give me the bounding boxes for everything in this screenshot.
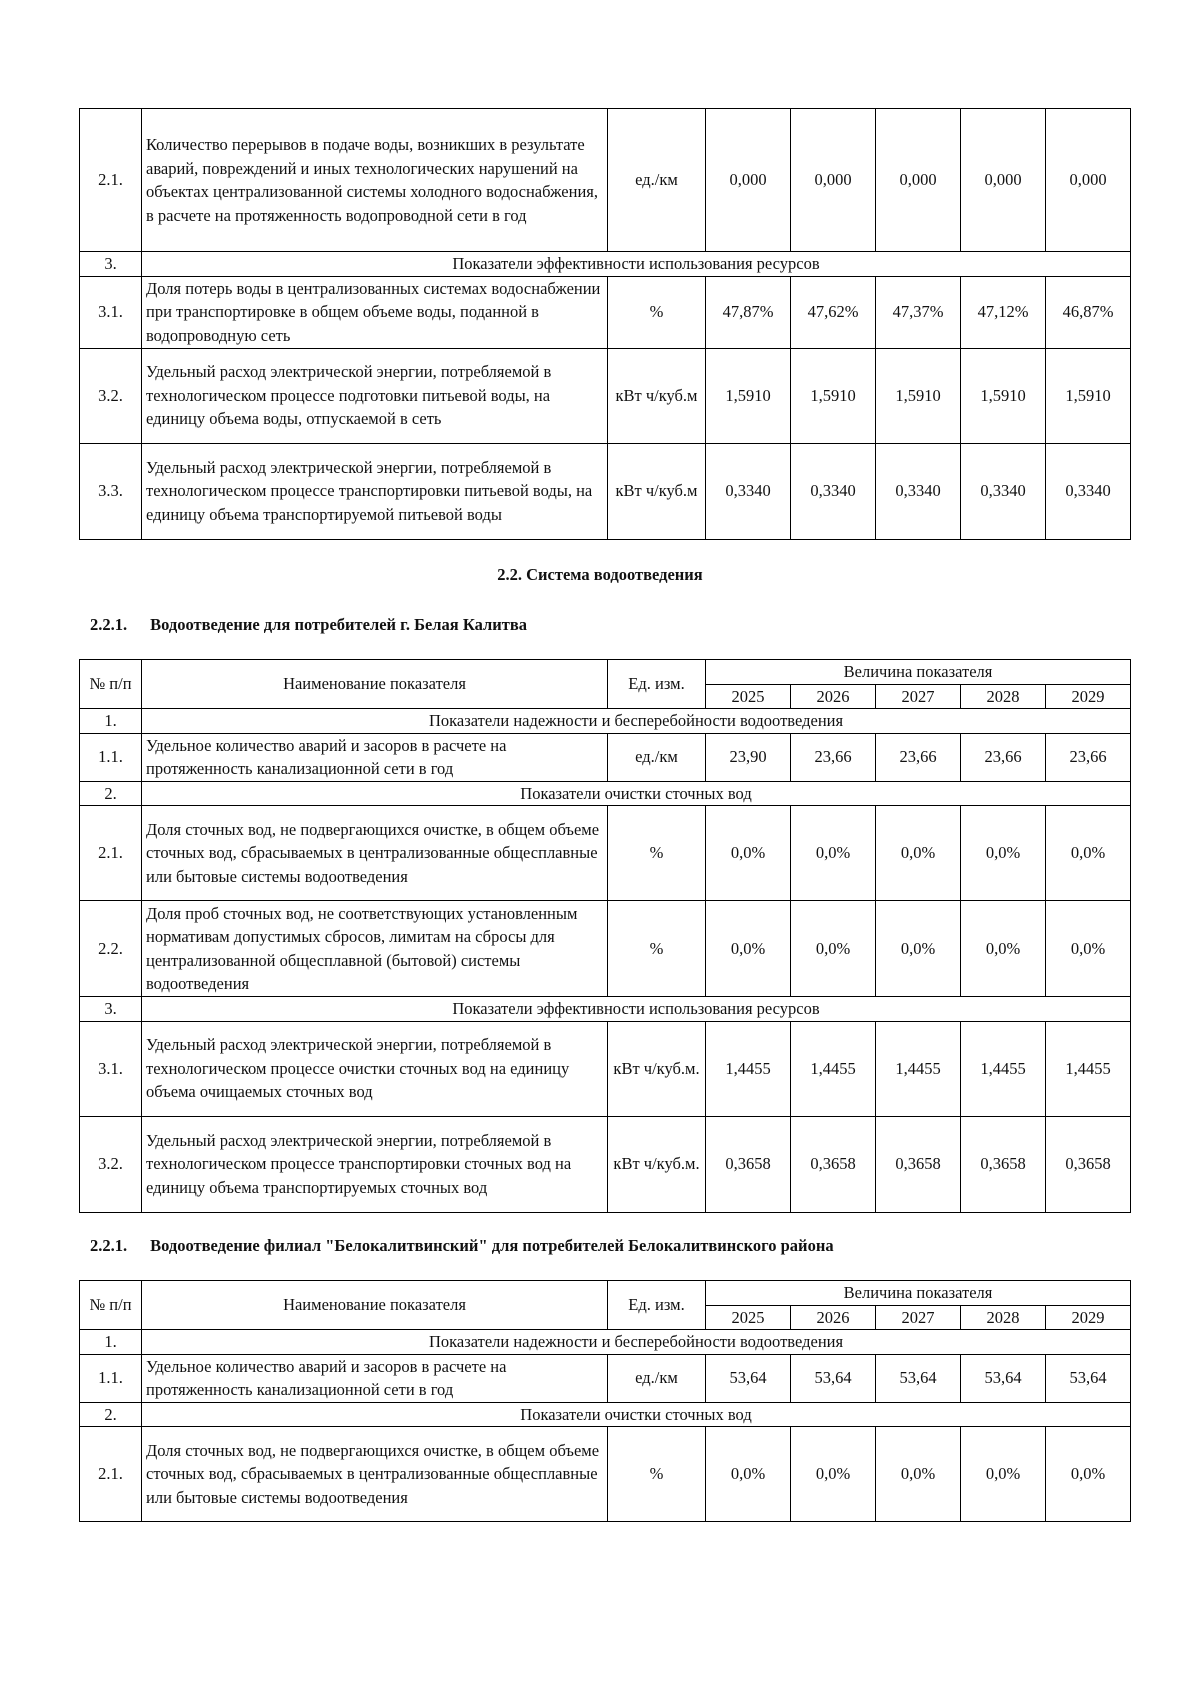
value-2028: 1,5910 <box>961 348 1046 443</box>
section-title: Показатели очистки сточных вод <box>142 781 1131 806</box>
value-2026: 47,62% <box>791 276 876 348</box>
header-year: 2026 <box>791 684 876 709</box>
value-2028: 47,12% <box>961 276 1046 348</box>
unit-cell: % <box>608 276 706 348</box>
header-year: 2026 <box>791 1305 876 1330</box>
value-2029: 1,4455 <box>1046 1021 1131 1116</box>
indicator-name: Доля сточных вод, не подвергающихся очистке, в общем объеме сточных вод, сбрасываемых в централизованные общесплавные или бытовые системы водоотведения <box>142 806 608 901</box>
indicator-name: Доля потерь воды в централизованных системах водоснабжении при транспортировке в общем объеме воды, поданной в водопроводную сеть <box>142 276 608 348</box>
value-2027: 47,37% <box>876 276 961 348</box>
value-2029: 0,3340 <box>1046 443 1131 539</box>
value-2029: 0,3658 <box>1046 1116 1131 1212</box>
table-row <box>80 1427 1131 1522</box>
table-row <box>80 348 1131 443</box>
indicator-name: Удельное количество аварий и засоров в расчете на протяженность канализационной сети в год <box>142 1354 608 1402</box>
indicator-name: Доля проб сточных вод, не соответствующих установленным нормативам допустимых сбросов, лимитам на сбросы для централизованной общесплавной (бытовой) системы водоотведения <box>142 901 608 997</box>
subsection-heading <box>90 1235 834 1257</box>
row-number: 1. <box>80 709 142 734</box>
row-number: 3. <box>80 997 142 1022</box>
value-2026: 53,64 <box>791 1354 876 1402</box>
value-2028: 0,000 <box>961 109 1046 252</box>
table-row <box>80 443 1131 539</box>
value-2025: 0,0% <box>706 901 791 997</box>
value-2025: 1,4455 <box>706 1021 791 1116</box>
section-row <box>80 709 1131 734</box>
table-row <box>80 1116 1131 1212</box>
row-number: 2.1. <box>80 1427 142 1522</box>
row-number: 2. <box>80 1402 142 1427</box>
table-row <box>80 109 1131 252</box>
header-number: № п/п <box>80 660 142 709</box>
row-number: 2.1. <box>80 806 142 901</box>
section-row <box>80 997 1131 1022</box>
value-2028: 53,64 <box>961 1354 1046 1402</box>
section-title: Показатели эффективности использования ресурсов <box>142 997 1131 1022</box>
value-2026: 0,000 <box>791 109 876 252</box>
value-2028: 0,3340 <box>961 443 1046 539</box>
wastewater-table-city <box>79 659 1131 1213</box>
row-number: 3.2. <box>80 1116 142 1212</box>
header-name: Наименование показателя <box>142 1281 608 1330</box>
value-2029: 0,0% <box>1046 901 1131 997</box>
value-2027: 0,0% <box>876 806 961 901</box>
table-row <box>80 733 1131 781</box>
value-2025: 0,3658 <box>706 1116 791 1212</box>
value-2026: 23,66 <box>791 733 876 781</box>
section-title: Показатели надежности и бесперебойности водоотведения <box>142 709 1131 734</box>
value-2029: 1,5910 <box>1046 348 1131 443</box>
unit-cell: % <box>608 1427 706 1522</box>
subsection-number: 2.2.1. <box>90 1236 128 1255</box>
section-title: Показатели очистки сточных вод <box>142 1402 1131 1427</box>
header-year: 2027 <box>876 1305 961 1330</box>
unit-cell: кВт ч/куб.м <box>608 443 706 539</box>
value-2025: 0,3340 <box>706 443 791 539</box>
section-title: Показатели эффективности использования ресурсов <box>142 252 1131 277</box>
table-row <box>80 806 1131 901</box>
value-2025: 47,87% <box>706 276 791 348</box>
value-2028: 0,0% <box>961 901 1046 997</box>
header-year: 2029 <box>1046 684 1131 709</box>
row-number: 3.1. <box>80 1021 142 1116</box>
indicator-name: Удельный расход электрической энергии, потребляемой в технологическом процессе транспортировки сточных вод на единицу объема транспортируемых сточных вод <box>142 1116 608 1212</box>
header-unit: Ед. изм. <box>608 660 706 709</box>
wastewater-table-district <box>79 1280 1131 1522</box>
unit-cell: кВт ч/куб.м. <box>608 1116 706 1212</box>
unit-cell: кВт ч/куб.м. <box>608 1021 706 1116</box>
section-row <box>80 781 1131 806</box>
value-2027: 1,5910 <box>876 348 961 443</box>
value-2026: 1,4455 <box>791 1021 876 1116</box>
table-row <box>80 1354 1131 1402</box>
value-2027: 0,3340 <box>876 443 961 539</box>
value-2029: 23,66 <box>1046 733 1131 781</box>
header-number: № п/п <box>80 1281 142 1330</box>
row-number: 1.1. <box>80 1354 142 1402</box>
value-2025: 23,90 <box>706 733 791 781</box>
header-year: 2027 <box>876 684 961 709</box>
section-row <box>80 252 1131 277</box>
value-2027: 53,64 <box>876 1354 961 1402</box>
indicator-name: Количество перерывов в подаче воды, возникших в результате аварий, повреждений и иных технологических нарушений на объектах централизованной системы холодного водоснабжения, в расчете на протяженность водопроводной сети в год <box>142 109 608 252</box>
value-2028: 23,66 <box>961 733 1046 781</box>
unit-cell: ед./км <box>608 1354 706 1402</box>
value-2029: 53,64 <box>1046 1354 1131 1402</box>
value-2027: 0,000 <box>876 109 961 252</box>
row-number: 2. <box>80 781 142 806</box>
value-2026: 0,0% <box>791 901 876 997</box>
indicator-name: Удельный расход электрической энергии, потребляемой в технологическом процессе подготовки питьевой воды, на единицу объема воды, отпускаемой в сеть <box>142 348 608 443</box>
value-2025: 0,0% <box>706 1427 791 1522</box>
value-2028: 0,0% <box>961 806 1046 901</box>
header-year: 2029 <box>1046 1305 1131 1330</box>
value-2027: 0,0% <box>876 901 961 997</box>
value-2027: 0,3658 <box>876 1116 961 1212</box>
value-2028: 0,3658 <box>961 1116 1046 1212</box>
header-unit: Ед. изм. <box>608 1281 706 1330</box>
value-2028: 0,0% <box>961 1427 1046 1522</box>
header-row <box>80 660 1131 685</box>
table-row <box>80 901 1131 997</box>
header-year: 2025 <box>706 1305 791 1330</box>
indicator-name: Доля сточных вод, не подвергающихся очистке, в общем объеме сточных вод, сбрасываемых в централизованные общесплавные или бытовые системы водоотведения <box>142 1427 608 1522</box>
row-number: 3.3. <box>80 443 142 539</box>
value-2027: 23,66 <box>876 733 961 781</box>
value-2028: 1,4455 <box>961 1021 1046 1116</box>
subsection-number: 2.2.1. <box>90 615 128 634</box>
unit-cell: % <box>608 806 706 901</box>
subsection-title: Водоотведение филиал "Белокалитвинский" для потребителей Белокалитвинского района <box>150 1236 834 1255</box>
section-title: Показатели надежности и бесперебойности водоотведения <box>142 1330 1131 1355</box>
unit-cell: кВт ч/куб.м <box>608 348 706 443</box>
header-group: Величина показателя <box>706 1281 1131 1306</box>
row-number: 1. <box>80 1330 142 1355</box>
row-number: 3.1. <box>80 276 142 348</box>
subsection-heading <box>90 614 527 636</box>
value-2029: 46,87% <box>1046 276 1131 348</box>
header-group: Величина показателя <box>706 660 1131 685</box>
table-row <box>80 276 1131 348</box>
header-year: 2028 <box>961 1305 1046 1330</box>
value-2027: 1,4455 <box>876 1021 961 1116</box>
row-number: 2.1. <box>80 109 142 252</box>
row-number: 3. <box>80 252 142 277</box>
section-row <box>80 1330 1131 1355</box>
value-2026: 1,5910 <box>791 348 876 443</box>
table-row <box>80 1021 1131 1116</box>
value-2026: 0,0% <box>791 1427 876 1522</box>
indicator-name: Удельное количество аварий и засоров в расчете на протяженность канализационной сети в год <box>142 733 608 781</box>
subsection-title: Водоотведение для потребителей г. Белая Калитва <box>150 615 528 634</box>
header-name: Наименование показателя <box>142 660 608 709</box>
indicator-name: Удельный расход электрической энергии, потребляемой в технологическом процессе очистки сточных вод на единицу объема очищаемых сточных вод <box>142 1021 608 1116</box>
value-2026: 0,0% <box>791 806 876 901</box>
value-2027: 0,0% <box>876 1427 961 1522</box>
row-number: 3.2. <box>80 348 142 443</box>
value-2025: 1,5910 <box>706 348 791 443</box>
unit-cell: ед./км <box>608 109 706 252</box>
indicator-name: Удельный расход электрической энергии, потребляемой в технологическом процессе транспортировки питьевой воды, на единицу объема транспортируемой питьевой воды <box>142 443 608 539</box>
row-number: 2.2. <box>80 901 142 997</box>
unit-cell: % <box>608 901 706 997</box>
value-2029: 0,000 <box>1046 109 1131 252</box>
row-number: 1.1. <box>80 733 142 781</box>
header-year: 2025 <box>706 684 791 709</box>
value-2029: 0,0% <box>1046 1427 1131 1522</box>
header-year: 2028 <box>961 684 1046 709</box>
header-row <box>80 1281 1131 1306</box>
unit-cell: ед./км <box>608 733 706 781</box>
value-2026: 0,3340 <box>791 443 876 539</box>
section-row <box>80 1402 1131 1427</box>
section-heading: 2.2. Система водоотведения <box>497 565 703 584</box>
value-2029: 0,0% <box>1046 806 1131 901</box>
water-supply-table <box>79 108 1131 540</box>
value-2025: 0,000 <box>706 109 791 252</box>
value-2025: 0,0% <box>706 806 791 901</box>
value-2026: 0,3658 <box>791 1116 876 1212</box>
value-2025: 53,64 <box>706 1354 791 1402</box>
